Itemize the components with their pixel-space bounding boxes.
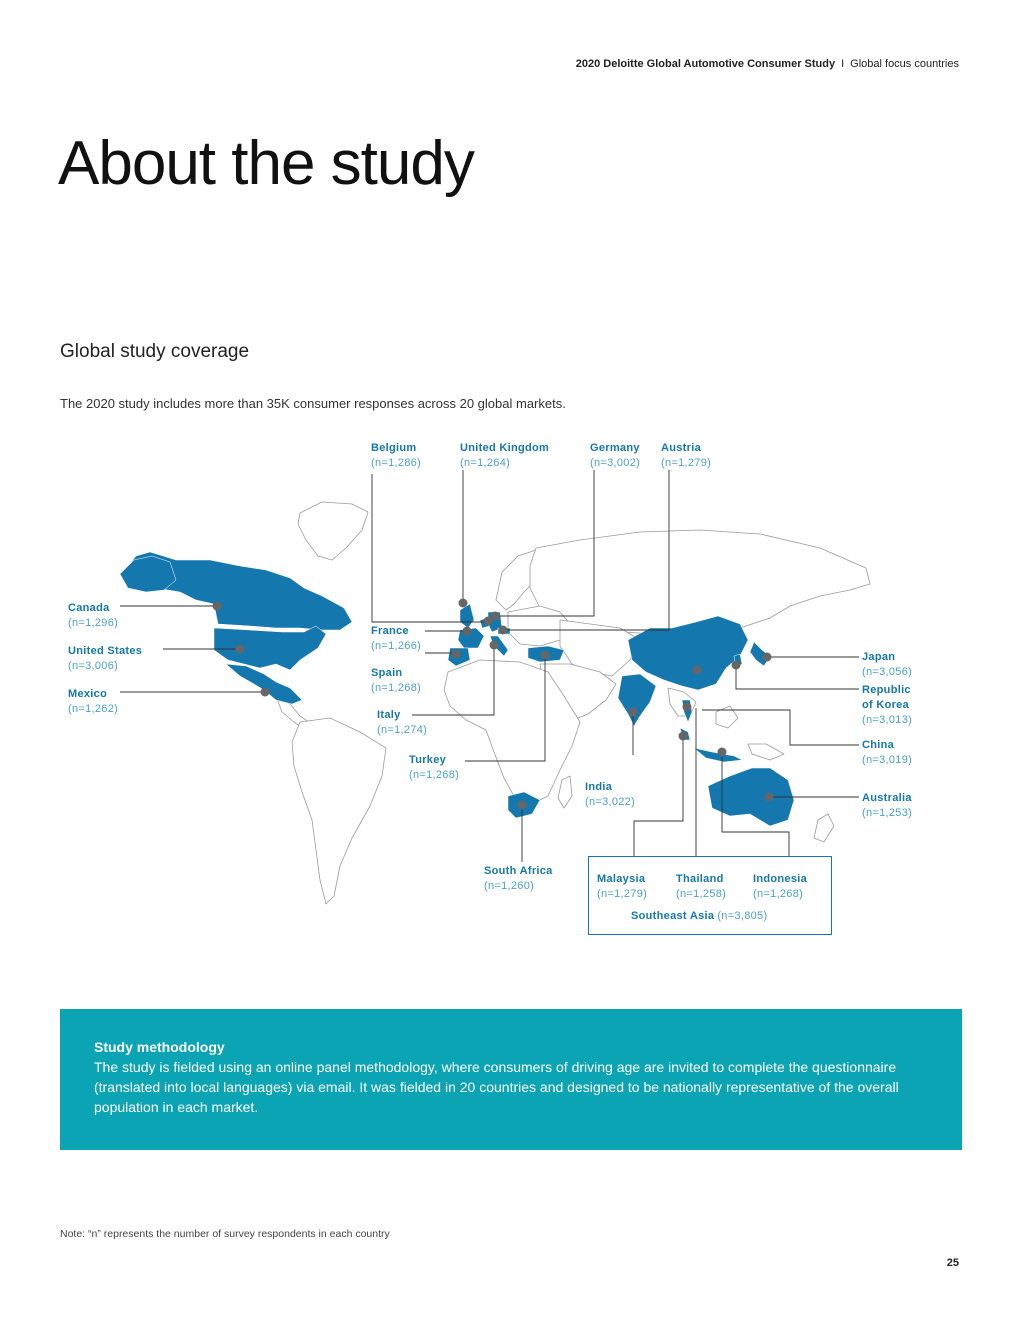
marker-china	[693, 666, 702, 675]
label-italy-count: (n=1,274)	[377, 724, 428, 736]
label-malaysia-name: Malaysia	[597, 873, 646, 885]
label-united-kingdom-count: (n=1,264)	[460, 457, 511, 469]
methodology-text: The study is fielded using an online panel methodology, where consumers of driving age are invited to complete the questionnaire (translated into local languages) via email. It was fielded in 20 countries and designed to be nationally representative of the overall population in each market.	[94, 1059, 899, 1115]
label-italy	[377, 708, 427, 738]
intro-text: The 2020 study includes more than 35K consumer responses across 20 global markets.	[60, 396, 566, 411]
land-madagascar	[558, 776, 572, 808]
shape-alaska	[120, 556, 176, 592]
label-malaysia-count: (n=1,279)	[597, 888, 648, 900]
label-italy-name: Italy	[377, 709, 401, 721]
label-belgium	[371, 441, 421, 471]
land-greenland	[298, 502, 368, 560]
header-section: Global focus countries	[850, 58, 959, 70]
land-new-zealand	[814, 814, 834, 842]
label-mexico-name: Mexico	[68, 688, 108, 700]
label-austria	[661, 441, 711, 471]
label-united-states	[68, 644, 142, 674]
marker-malaysia	[679, 732, 688, 741]
label-australia	[862, 791, 912, 821]
marker-japan	[763, 653, 772, 662]
marker-germany	[491, 612, 500, 621]
label-canada	[68, 601, 118, 631]
label-turkey-name: Turkey	[409, 754, 447, 766]
southeast-asia-total	[631, 910, 767, 922]
label-thailand-name: Thailand	[676, 873, 724, 885]
land-borneo-philippines	[716, 706, 738, 728]
leader-belgium	[372, 474, 488, 622]
label-china	[862, 738, 912, 768]
map-outline-land	[276, 502, 870, 904]
label-indonesia-name: Indonesia	[753, 873, 808, 885]
label-thailand-count: (n=1,258)	[676, 888, 727, 900]
label-indonesia	[753, 872, 807, 902]
land-south-america	[292, 718, 386, 904]
marker-spain	[452, 650, 461, 659]
label-belgium-count: (n=1,286)	[371, 457, 422, 469]
marker-canada	[213, 602, 222, 611]
label-japan-name: Japan	[862, 651, 896, 663]
label-india-name: India	[585, 781, 613, 793]
marker-mexico	[261, 688, 270, 697]
footnote: Note: “n” represents the number of survey respondents in each country	[60, 1228, 390, 1240]
methodology-title: Study methodology	[94, 1039, 225, 1055]
label-germany-count: (n=3,002)	[590, 457, 641, 469]
marker-austria	[499, 626, 508, 635]
label-south-africa	[484, 864, 553, 894]
label-japan-count: (n=3,056)	[862, 666, 913, 678]
label-india	[585, 780, 635, 810]
page-number: 25	[946, 1257, 959, 1269]
label-france-count: (n=1,266)	[371, 640, 422, 652]
label-korea-count: (n=3,013)	[862, 714, 913, 726]
label-united-states-name: United States	[68, 645, 143, 657]
marker-india	[629, 708, 638, 717]
shape-mexico	[226, 664, 302, 704]
label-turkey-count: (n=1,268)	[409, 769, 460, 781]
label-turkey	[409, 753, 459, 783]
label-mexico	[68, 687, 118, 717]
label-china-name: China	[862, 739, 895, 751]
label-korea	[862, 683, 912, 728]
shape-united-states	[214, 626, 326, 670]
leader-korea	[736, 665, 859, 689]
marker-indonesia	[718, 748, 727, 757]
southeast-asia-count: (n=3,805)	[717, 910, 768, 922]
label-south-africa-name: South Africa	[484, 865, 553, 877]
label-united-states-count: (n=3,006)	[68, 660, 119, 672]
label-japan	[862, 650, 912, 680]
marker-thailand	[683, 703, 692, 712]
label-belgium-name: Belgium	[371, 442, 417, 454]
page-title: About the study	[58, 129, 474, 198]
label-korea-name-line2: of Korea	[862, 699, 910, 711]
label-france-name: France	[371, 625, 409, 637]
marker-united-states	[236, 645, 245, 654]
leader-malaysia	[634, 736, 683, 856]
marker-south-africa	[518, 801, 527, 810]
label-australia-count: (n=1,253)	[862, 807, 913, 819]
header-doc-title: 2020 Deloitte Global Automotive Consumer Study	[575, 58, 836, 70]
label-south-africa-count: (n=1,260)	[484, 880, 535, 892]
label-spain-name: Spain	[371, 667, 403, 679]
marker-france	[463, 627, 472, 636]
label-canada-name: Canada	[68, 602, 110, 614]
label-india-count: (n=3,022)	[585, 796, 636, 808]
shape-united-kingdom	[460, 604, 474, 628]
label-china-count: (n=3,019)	[862, 754, 913, 766]
land-russia	[530, 530, 870, 634]
label-spain-count: (n=1,268)	[371, 682, 422, 694]
marker-italy	[490, 641, 499, 650]
label-united-kingdom	[460, 441, 549, 471]
marker-australia	[765, 793, 774, 802]
label-mexico-count: (n=1,262)	[68, 703, 119, 715]
methodology-box	[60, 1009, 962, 1150]
label-germany-name: Germany	[590, 442, 640, 454]
marker-turkey	[541, 651, 550, 660]
label-united-kingdom-name: United Kingdom	[460, 442, 550, 454]
label-australia-name: Australia	[862, 792, 912, 804]
header-separator: I	[841, 58, 845, 70]
label-canada-count: (n=1,296)	[68, 617, 119, 629]
marker-korea	[732, 661, 741, 670]
label-austria-count: (n=1,279)	[661, 457, 712, 469]
label-indonesia-count: (n=1,268)	[753, 888, 804, 900]
marker-united-kingdom	[459, 599, 468, 608]
label-germany	[590, 441, 640, 471]
land-new-guinea	[748, 744, 784, 760]
label-france	[371, 624, 421, 654]
label-malaysia	[597, 872, 647, 902]
section-title: Global study coverage	[60, 341, 250, 362]
label-austria-name: Austria	[661, 442, 701, 454]
label-spain	[371, 666, 421, 696]
southeast-asia-name: Southeast Asia	[631, 910, 715, 922]
label-thailand	[676, 872, 726, 902]
shape-india	[618, 674, 656, 726]
label-korea-name-line1: Republic	[862, 684, 911, 696]
